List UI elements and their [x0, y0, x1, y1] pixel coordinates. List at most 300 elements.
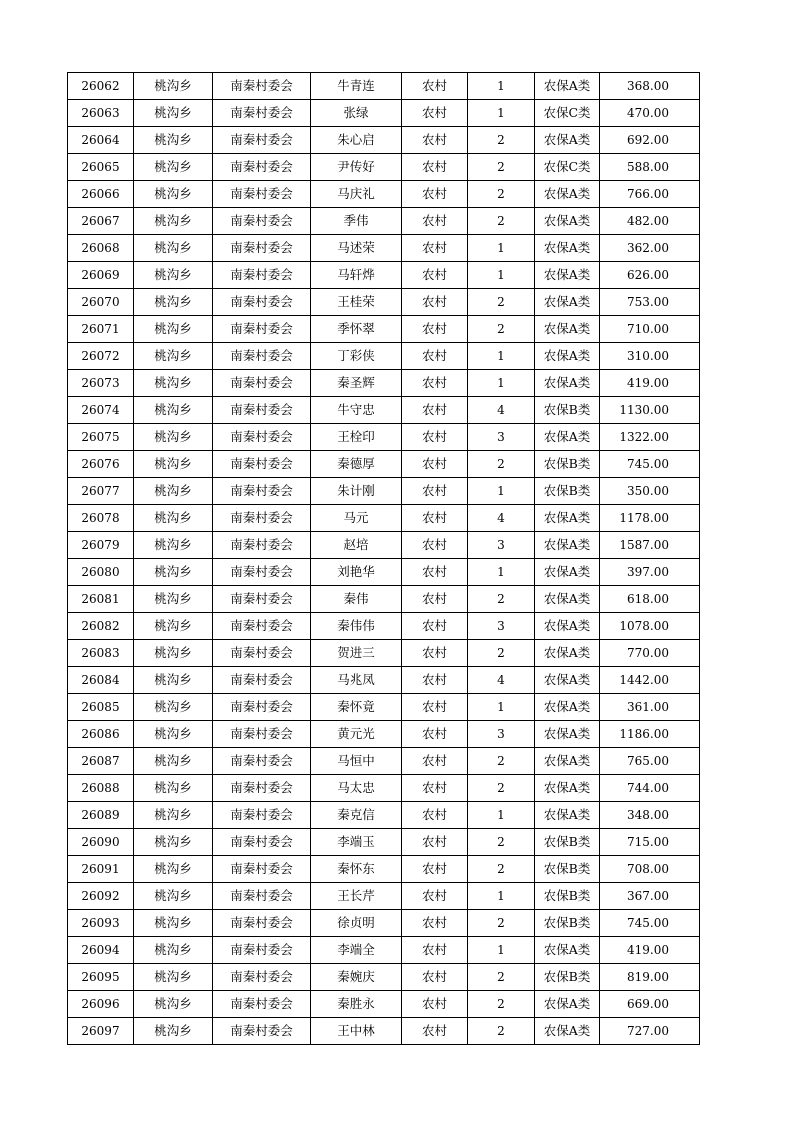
village-committee-cell: 南秦村委会 [213, 640, 311, 667]
amount-cell: 1322.00 [600, 424, 700, 451]
village-committee-cell: 南秦村委会 [213, 991, 311, 1018]
household-type-cell: 农村 [402, 856, 468, 883]
household-type-cell: 农村 [402, 694, 468, 721]
category-cell: 农保B类 [535, 478, 600, 505]
township-cell: 桃沟乡 [134, 370, 213, 397]
records-table-body [68, 73, 700, 1045]
table-row [68, 613, 700, 640]
village-committee-cell: 南秦村委会 [213, 586, 311, 613]
household-type-cell: 农村 [402, 1018, 468, 1045]
record-id-cell: 26067 [68, 208, 134, 235]
village-committee-cell: 南秦村委会 [213, 829, 311, 856]
table-row [68, 559, 700, 586]
amount-cell: 1587.00 [600, 532, 700, 559]
village-committee-cell: 南秦村委会 [213, 613, 311, 640]
village-committee-cell: 南秦村委会 [213, 181, 311, 208]
table-row [68, 856, 700, 883]
household-type-cell: 农村 [402, 883, 468, 910]
record-id-cell: 26088 [68, 775, 134, 802]
village-committee-cell: 南秦村委会 [213, 316, 311, 343]
township-cell: 桃沟乡 [134, 910, 213, 937]
village-committee-cell: 南秦村委会 [213, 910, 311, 937]
name-cell: 马兆凤 [311, 667, 402, 694]
household-type-cell: 农村 [402, 154, 468, 181]
member-count-cell: 1 [468, 802, 535, 829]
household-type-cell: 农村 [402, 721, 468, 748]
township-cell: 桃沟乡 [134, 451, 213, 478]
member-count-cell: 2 [468, 991, 535, 1018]
township-cell: 桃沟乡 [134, 532, 213, 559]
household-type-cell: 农村 [402, 964, 468, 991]
category-cell: 农保B类 [535, 964, 600, 991]
name-cell: 刘艳华 [311, 559, 402, 586]
record-id-cell: 26064 [68, 127, 134, 154]
category-cell: 农保A类 [535, 532, 600, 559]
name-cell: 李端全 [311, 937, 402, 964]
record-id-cell: 26090 [68, 829, 134, 856]
category-cell: 农保B类 [535, 910, 600, 937]
member-count-cell: 2 [468, 640, 535, 667]
table-row [68, 1018, 700, 1045]
amount-cell: 350.00 [600, 478, 700, 505]
village-committee-cell: 南秦村委会 [213, 154, 311, 181]
name-cell: 马恒中 [311, 748, 402, 775]
village-committee-cell: 南秦村委会 [213, 1018, 311, 1045]
member-count-cell: 2 [468, 856, 535, 883]
member-count-cell: 2 [468, 964, 535, 991]
village-committee-cell: 南秦村委会 [213, 532, 311, 559]
amount-cell: 348.00 [600, 802, 700, 829]
amount-cell: 1186.00 [600, 721, 700, 748]
member-count-cell: 2 [468, 775, 535, 802]
member-count-cell: 4 [468, 667, 535, 694]
name-cell: 徐贞明 [311, 910, 402, 937]
township-cell: 桃沟乡 [134, 640, 213, 667]
amount-cell: 770.00 [600, 640, 700, 667]
category-cell: 农保A类 [535, 343, 600, 370]
name-cell: 王长芹 [311, 883, 402, 910]
name-cell: 秦克信 [311, 802, 402, 829]
township-cell: 桃沟乡 [134, 586, 213, 613]
member-count-cell: 3 [468, 532, 535, 559]
member-count-cell: 1 [468, 235, 535, 262]
name-cell: 张绿 [311, 100, 402, 127]
record-id-cell: 26082 [68, 613, 134, 640]
record-id-cell: 26062 [68, 73, 134, 100]
village-committee-cell: 南秦村委会 [213, 937, 311, 964]
name-cell: 秦怀东 [311, 856, 402, 883]
record-id-cell: 26077 [68, 478, 134, 505]
township-cell: 桃沟乡 [134, 316, 213, 343]
table-row [68, 883, 700, 910]
table-row [68, 829, 700, 856]
record-id-cell: 26074 [68, 397, 134, 424]
record-id-cell: 26083 [68, 640, 134, 667]
township-cell: 桃沟乡 [134, 964, 213, 991]
record-id-cell: 26063 [68, 100, 134, 127]
township-cell: 桃沟乡 [134, 1018, 213, 1045]
category-cell: 农保A类 [535, 424, 600, 451]
village-committee-cell: 南秦村委会 [213, 235, 311, 262]
amount-cell: 669.00 [600, 991, 700, 1018]
table-row [68, 181, 700, 208]
township-cell: 桃沟乡 [134, 181, 213, 208]
record-id-cell: 26084 [68, 667, 134, 694]
category-cell: 农保A类 [535, 748, 600, 775]
township-cell: 桃沟乡 [134, 937, 213, 964]
table-row [68, 289, 700, 316]
name-cell: 丁彩侠 [311, 343, 402, 370]
member-count-cell: 3 [468, 721, 535, 748]
amount-cell: 766.00 [600, 181, 700, 208]
table-row [68, 532, 700, 559]
household-type-cell: 农村 [402, 73, 468, 100]
township-cell: 桃沟乡 [134, 856, 213, 883]
category-cell: 农保A类 [535, 667, 600, 694]
township-cell: 桃沟乡 [134, 748, 213, 775]
member-count-cell: 2 [468, 586, 535, 613]
name-cell: 马庆礼 [311, 181, 402, 208]
category-cell: 农保A类 [535, 316, 600, 343]
category-cell: 农保A类 [535, 505, 600, 532]
category-cell: 农保A类 [535, 181, 600, 208]
table-row [68, 424, 700, 451]
record-id-cell: 26075 [68, 424, 134, 451]
township-cell: 桃沟乡 [134, 289, 213, 316]
category-cell: 农保A类 [535, 640, 600, 667]
table-row [68, 910, 700, 937]
village-committee-cell: 南秦村委会 [213, 559, 311, 586]
table-row [68, 802, 700, 829]
township-cell: 桃沟乡 [134, 829, 213, 856]
member-count-cell: 1 [468, 559, 535, 586]
amount-cell: 727.00 [600, 1018, 700, 1045]
member-count-cell: 2 [468, 289, 535, 316]
table-row [68, 343, 700, 370]
category-cell: 农保A类 [535, 1018, 600, 1045]
record-id-cell: 26065 [68, 154, 134, 181]
category-cell: 农保A类 [535, 235, 600, 262]
amount-cell: 419.00 [600, 937, 700, 964]
record-id-cell: 26095 [68, 964, 134, 991]
village-committee-cell: 南秦村委会 [213, 748, 311, 775]
amount-cell: 692.00 [600, 127, 700, 154]
table-row [68, 586, 700, 613]
township-cell: 桃沟乡 [134, 127, 213, 154]
township-cell: 桃沟乡 [134, 694, 213, 721]
village-committee-cell: 南秦村委会 [213, 370, 311, 397]
record-id-cell: 26087 [68, 748, 134, 775]
township-cell: 桃沟乡 [134, 613, 213, 640]
record-id-cell: 26073 [68, 370, 134, 397]
household-type-cell: 农村 [402, 748, 468, 775]
member-count-cell: 1 [468, 370, 535, 397]
household-type-cell: 农村 [402, 802, 468, 829]
household-type-cell: 农村 [402, 100, 468, 127]
member-count-cell: 4 [468, 505, 535, 532]
name-cell: 王中林 [311, 1018, 402, 1045]
table-row [68, 748, 700, 775]
household-type-cell: 农村 [402, 775, 468, 802]
member-count-cell: 2 [468, 154, 535, 181]
record-id-cell: 26066 [68, 181, 134, 208]
amount-cell: 588.00 [600, 154, 700, 181]
township-cell: 桃沟乡 [134, 262, 213, 289]
household-type-cell: 农村 [402, 991, 468, 1018]
member-count-cell: 3 [468, 613, 535, 640]
record-id-cell: 26085 [68, 694, 134, 721]
record-id-cell: 26097 [68, 1018, 134, 1045]
township-cell: 桃沟乡 [134, 343, 213, 370]
township-cell: 桃沟乡 [134, 883, 213, 910]
record-id-cell: 26071 [68, 316, 134, 343]
name-cell: 王桂荣 [311, 289, 402, 316]
table-row [68, 478, 700, 505]
member-count-cell: 2 [468, 208, 535, 235]
township-cell: 桃沟乡 [134, 721, 213, 748]
village-committee-cell: 南秦村委会 [213, 73, 311, 100]
township-cell: 桃沟乡 [134, 397, 213, 424]
member-count-cell: 3 [468, 424, 535, 451]
record-id-cell: 26079 [68, 532, 134, 559]
amount-cell: 1078.00 [600, 613, 700, 640]
category-cell: 农保A类 [535, 262, 600, 289]
village-committee-cell: 南秦村委会 [213, 127, 311, 154]
table-row [68, 208, 700, 235]
table-row [68, 73, 700, 100]
table-row [68, 640, 700, 667]
category-cell: 农保A类 [535, 208, 600, 235]
category-cell: 农保A类 [535, 775, 600, 802]
household-type-cell: 农村 [402, 127, 468, 154]
household-type-cell: 农村 [402, 451, 468, 478]
amount-cell: 482.00 [600, 208, 700, 235]
household-type-cell: 农村 [402, 910, 468, 937]
name-cell: 牛守忠 [311, 397, 402, 424]
category-cell: 农保A类 [535, 127, 600, 154]
amount-cell: 310.00 [600, 343, 700, 370]
village-committee-cell: 南秦村委会 [213, 802, 311, 829]
household-type-cell: 农村 [402, 937, 468, 964]
member-count-cell: 1 [468, 73, 535, 100]
village-committee-cell: 南秦村委会 [213, 883, 311, 910]
table-row [68, 937, 700, 964]
village-committee-cell: 南秦村委会 [213, 289, 311, 316]
member-count-cell: 1 [468, 478, 535, 505]
village-committee-cell: 南秦村委会 [213, 451, 311, 478]
amount-cell: 745.00 [600, 451, 700, 478]
amount-cell: 361.00 [600, 694, 700, 721]
table-row [68, 667, 700, 694]
household-type-cell: 农村 [402, 208, 468, 235]
record-id-cell: 26081 [68, 586, 134, 613]
amount-cell: 744.00 [600, 775, 700, 802]
category-cell: 农保A类 [535, 289, 600, 316]
category-cell: 农保A类 [535, 73, 600, 100]
township-cell: 桃沟乡 [134, 667, 213, 694]
household-type-cell: 农村 [402, 532, 468, 559]
household-type-cell: 农村 [402, 262, 468, 289]
household-type-cell: 农村 [402, 505, 468, 532]
name-cell: 马轩烨 [311, 262, 402, 289]
name-cell: 马太忠 [311, 775, 402, 802]
name-cell: 贺进三 [311, 640, 402, 667]
amount-cell: 745.00 [600, 910, 700, 937]
name-cell: 秦伟 [311, 586, 402, 613]
category-cell: 农保A类 [535, 937, 600, 964]
table-row [68, 397, 700, 424]
township-cell: 桃沟乡 [134, 154, 213, 181]
category-cell: 农保A类 [535, 559, 600, 586]
member-count-cell: 1 [468, 262, 535, 289]
township-cell: 桃沟乡 [134, 478, 213, 505]
village-committee-cell: 南秦村委会 [213, 100, 311, 127]
record-id-cell: 26089 [68, 802, 134, 829]
record-id-cell: 26092 [68, 883, 134, 910]
household-type-cell: 农村 [402, 181, 468, 208]
table-row [68, 235, 700, 262]
village-committee-cell: 南秦村委会 [213, 964, 311, 991]
name-cell: 牛青连 [311, 73, 402, 100]
name-cell: 秦怀竟 [311, 694, 402, 721]
household-type-cell: 农村 [402, 370, 468, 397]
record-id-cell: 26072 [68, 343, 134, 370]
amount-cell: 419.00 [600, 370, 700, 397]
village-committee-cell: 南秦村委会 [213, 343, 311, 370]
township-cell: 桃沟乡 [134, 100, 213, 127]
record-id-cell: 26068 [68, 235, 134, 262]
amount-cell: 1442.00 [600, 667, 700, 694]
category-cell: 农保A类 [535, 694, 600, 721]
member-count-cell: 1 [468, 100, 535, 127]
records-table [67, 72, 700, 1045]
amount-cell: 618.00 [600, 586, 700, 613]
member-count-cell: 2 [468, 1018, 535, 1045]
name-cell: 王栓印 [311, 424, 402, 451]
category-cell: 农保B类 [535, 451, 600, 478]
amount-cell: 368.00 [600, 73, 700, 100]
member-count-cell: 1 [468, 883, 535, 910]
name-cell: 赵培 [311, 532, 402, 559]
table-row [68, 964, 700, 991]
record-id-cell: 26093 [68, 910, 134, 937]
table-row [68, 316, 700, 343]
name-cell: 季伟 [311, 208, 402, 235]
amount-cell: 753.00 [600, 289, 700, 316]
name-cell: 季怀翠 [311, 316, 402, 343]
member-count-cell: 2 [468, 127, 535, 154]
village-committee-cell: 南秦村委会 [213, 208, 311, 235]
name-cell: 朱心启 [311, 127, 402, 154]
household-type-cell: 农村 [402, 613, 468, 640]
record-id-cell: 26078 [68, 505, 134, 532]
township-cell: 桃沟乡 [134, 235, 213, 262]
category-cell: 农保A类 [535, 586, 600, 613]
table-row [68, 370, 700, 397]
amount-cell: 397.00 [600, 559, 700, 586]
table-row [68, 775, 700, 802]
household-type-cell: 农村 [402, 478, 468, 505]
record-id-cell: 26096 [68, 991, 134, 1018]
table-row [68, 991, 700, 1018]
member-count-cell: 2 [468, 181, 535, 208]
household-type-cell: 农村 [402, 667, 468, 694]
household-type-cell: 农村 [402, 640, 468, 667]
table-row [68, 721, 700, 748]
category-cell: 农保C类 [535, 100, 600, 127]
household-type-cell: 农村 [402, 316, 468, 343]
household-type-cell: 农村 [402, 424, 468, 451]
category-cell: 农保A类 [535, 802, 600, 829]
township-cell: 桃沟乡 [134, 559, 213, 586]
member-count-cell: 2 [468, 748, 535, 775]
amount-cell: 708.00 [600, 856, 700, 883]
category-cell: 农保B类 [535, 829, 600, 856]
member-count-cell: 4 [468, 397, 535, 424]
village-committee-cell: 南秦村委会 [213, 667, 311, 694]
household-type-cell: 农村 [402, 397, 468, 424]
household-type-cell: 农村 [402, 829, 468, 856]
name-cell: 秦婉庆 [311, 964, 402, 991]
record-id-cell: 26086 [68, 721, 134, 748]
village-committee-cell: 南秦村委会 [213, 721, 311, 748]
name-cell: 朱计刚 [311, 478, 402, 505]
household-type-cell: 农村 [402, 586, 468, 613]
member-count-cell: 2 [468, 829, 535, 856]
category-cell: 农保B类 [535, 856, 600, 883]
amount-cell: 1178.00 [600, 505, 700, 532]
member-count-cell: 2 [468, 910, 535, 937]
village-committee-cell: 南秦村委会 [213, 424, 311, 451]
record-id-cell: 26070 [68, 289, 134, 316]
member-count-cell: 2 [468, 451, 535, 478]
township-cell: 桃沟乡 [134, 424, 213, 451]
household-type-cell: 农村 [402, 343, 468, 370]
village-committee-cell: 南秦村委会 [213, 478, 311, 505]
amount-cell: 1130.00 [600, 397, 700, 424]
table-row [68, 100, 700, 127]
category-cell: 农保A类 [535, 721, 600, 748]
table-row [68, 694, 700, 721]
name-cell: 秦胜永 [311, 991, 402, 1018]
amount-cell: 626.00 [600, 262, 700, 289]
table-row [68, 127, 700, 154]
name-cell: 马元 [311, 505, 402, 532]
member-count-cell: 1 [468, 694, 535, 721]
household-type-cell: 农村 [402, 559, 468, 586]
name-cell: 李端玉 [311, 829, 402, 856]
category-cell: 农保A类 [535, 370, 600, 397]
category-cell: 农保C类 [535, 154, 600, 181]
record-id-cell: 26091 [68, 856, 134, 883]
village-committee-cell: 南秦村委会 [213, 694, 311, 721]
category-cell: 农保A类 [535, 613, 600, 640]
table-row [68, 505, 700, 532]
record-id-cell: 26094 [68, 937, 134, 964]
name-cell: 秦德厚 [311, 451, 402, 478]
amount-cell: 819.00 [600, 964, 700, 991]
name-cell: 秦伟伟 [311, 613, 402, 640]
record-id-cell: 26069 [68, 262, 134, 289]
household-type-cell: 农村 [402, 289, 468, 316]
amount-cell: 715.00 [600, 829, 700, 856]
category-cell: 农保B类 [535, 397, 600, 424]
member-count-cell: 1 [468, 343, 535, 370]
household-type-cell: 农村 [402, 235, 468, 262]
category-cell: 农保B类 [535, 883, 600, 910]
name-cell: 马述荣 [311, 235, 402, 262]
table-row [68, 451, 700, 478]
